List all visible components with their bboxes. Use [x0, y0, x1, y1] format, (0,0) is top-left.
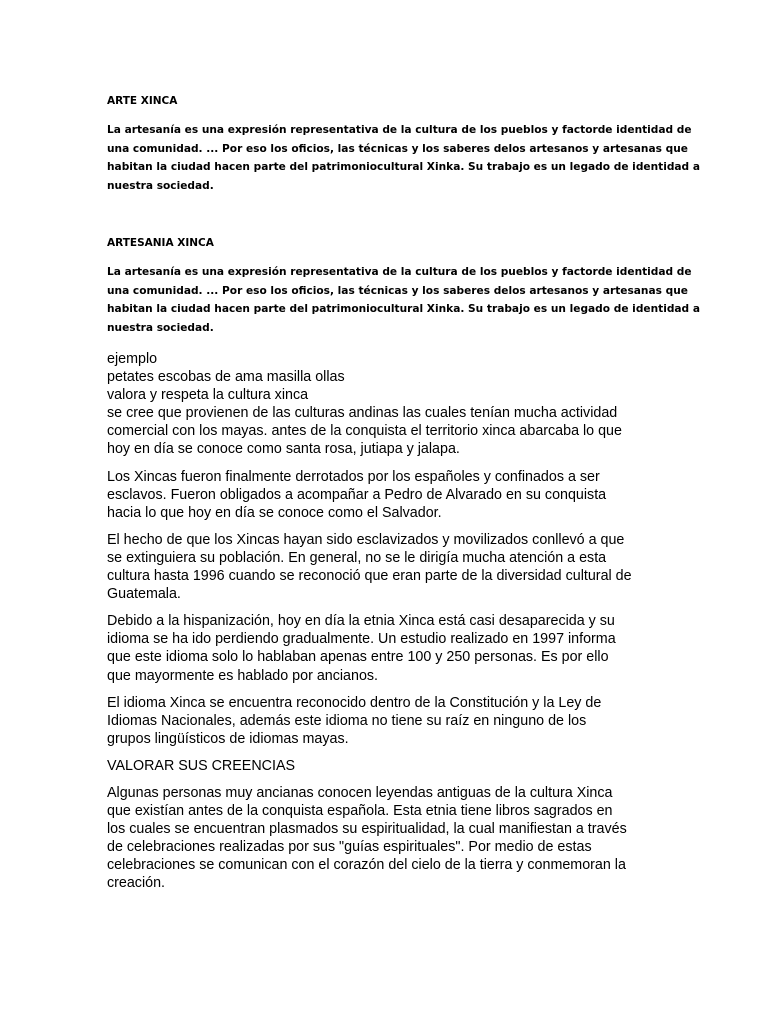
text-line: de celebraciones realizadas por sus "guías espirituales". Por medio de estas	[107, 839, 592, 856]
text-line: una comunidad. ... Por eso los oficios, las técnicas y los saberes delos artesanos y artesanas que	[107, 142, 688, 155]
section-paragraph-arte-xinca	[107, 121, 700, 195]
heading-valorar-creencias	[107, 757, 667, 775]
text-line: hacia lo que hoy en día se conoce como el Salvador.	[107, 504, 442, 521]
text-line: comercial con los mayas. antes de la conquista el territorio xinca abarcaba lo que	[107, 423, 622, 440]
paragraph-hispanizacion	[107, 612, 667, 684]
text-line: El idioma Xinca se encuentra reconocido dentro de la Constitución y la Ley de	[107, 694, 602, 711]
text-line: celebraciones se comunican con el corazón del cielo de la tierra y conmemoran la	[107, 857, 626, 874]
text-line: Idiomas Nacionales, además este idioma no tiene su raíz en ninguno de los	[107, 712, 587, 729]
text-line: nuestra sociedad.	[107, 179, 214, 192]
text-line: una comunidad. ... Por eso los oficios, las técnicas y los saberes delos artesanos y artesanas que	[107, 284, 688, 297]
section-paragraph-artesania-xinca	[107, 263, 700, 337]
text-line: Debido a la hispanización, hoy en día la etnia Xinca está casi desaparecida y su	[107, 613, 615, 630]
text-line: valora y respeta la cultura xinca	[107, 387, 309, 404]
text-line: Algunas personas muy ancianas conocen leyendas antiguas de la cultura Xinca	[107, 784, 613, 801]
text-line: nuestra sociedad.	[107, 321, 214, 334]
paragraph-esclavitud	[107, 531, 667, 603]
text-line: hoy en día se conoce como santa rosa, jutiapa y jalapa.	[107, 441, 460, 458]
section-title-arte-xinca: ARTE XINCA	[107, 95, 178, 107]
text-line: El hecho de que los Xincas hayan sido esclavizados y movilizados conllevó a que	[107, 531, 625, 548]
text-line: que este idioma solo lo hablaban apenas entre 100 y 250 personas. Es por ello	[107, 649, 609, 666]
text-line: los cuales se encuentran plasmados su espiritualidad, la cual manifiestan a través	[107, 821, 627, 838]
body-text	[107, 350, 667, 902]
paragraph-derrota	[107, 468, 667, 522]
text-line: habitan la ciudad hacen parte del patrimoniocultural Xinka. Su trabajo es un legado de identidad a	[107, 303, 700, 315]
text-line: Los Xincas fueron finalmente derrotados por los españoles y confinados a ser	[107, 468, 600, 485]
paragraph-idioma	[107, 694, 667, 748]
text-line: se extinguiera su población. En general, no se le dirigía mucha atención a esta	[107, 549, 607, 566]
text-line: se cree que provienen de las culturas andinas las cuales tenían mucha actividad	[107, 405, 618, 422]
text-line: idioma se ha ido perdiendo gradualmente. Un estudio realizado en 1997 informa	[107, 631, 616, 648]
text-line: La artesanía es una expresión representativa de la cultura de los pueblos y factorde identidad de	[107, 266, 692, 278]
text-line: cultura hasta 1996 cuando se reconoció que eran parte de la diversidad cultural de	[107, 568, 632, 585]
text-line: grupos lingüísticos de idiomas mayas.	[107, 730, 349, 747]
text-line: creación.	[107, 875, 166, 892]
text-line: VALORAR SUS CREENCIAS	[107, 757, 296, 774]
intro-paragraph	[107, 350, 667, 459]
text-line: Guatemala.	[107, 586, 181, 603]
text-line: ejemplo	[107, 351, 158, 367]
text-line: habitan la ciudad hacen parte del patrimoniocultural Xinka. Su trabajo es un legado de identidad a	[107, 161, 700, 173]
text-line: La artesanía es una expresión representativa de la cultura de los pueblos y factorde identidad de	[107, 124, 692, 136]
paragraph-creencias	[107, 784, 667, 893]
text-line: que mayormente es hablado por ancianos.	[107, 667, 379, 684]
text-line: que existían antes de la conquista española. Esta etnia tiene libros sagrados en	[107, 803, 613, 820]
text-line: esclavos. Fueron obligados a acompañar a Pedro de Alvarado en su conquista	[107, 486, 607, 503]
text-line: petates escobas de ama masilla ollas	[107, 369, 345, 386]
section-title-artesania-xinca: ARTESANIA XINCA	[107, 237, 214, 249]
